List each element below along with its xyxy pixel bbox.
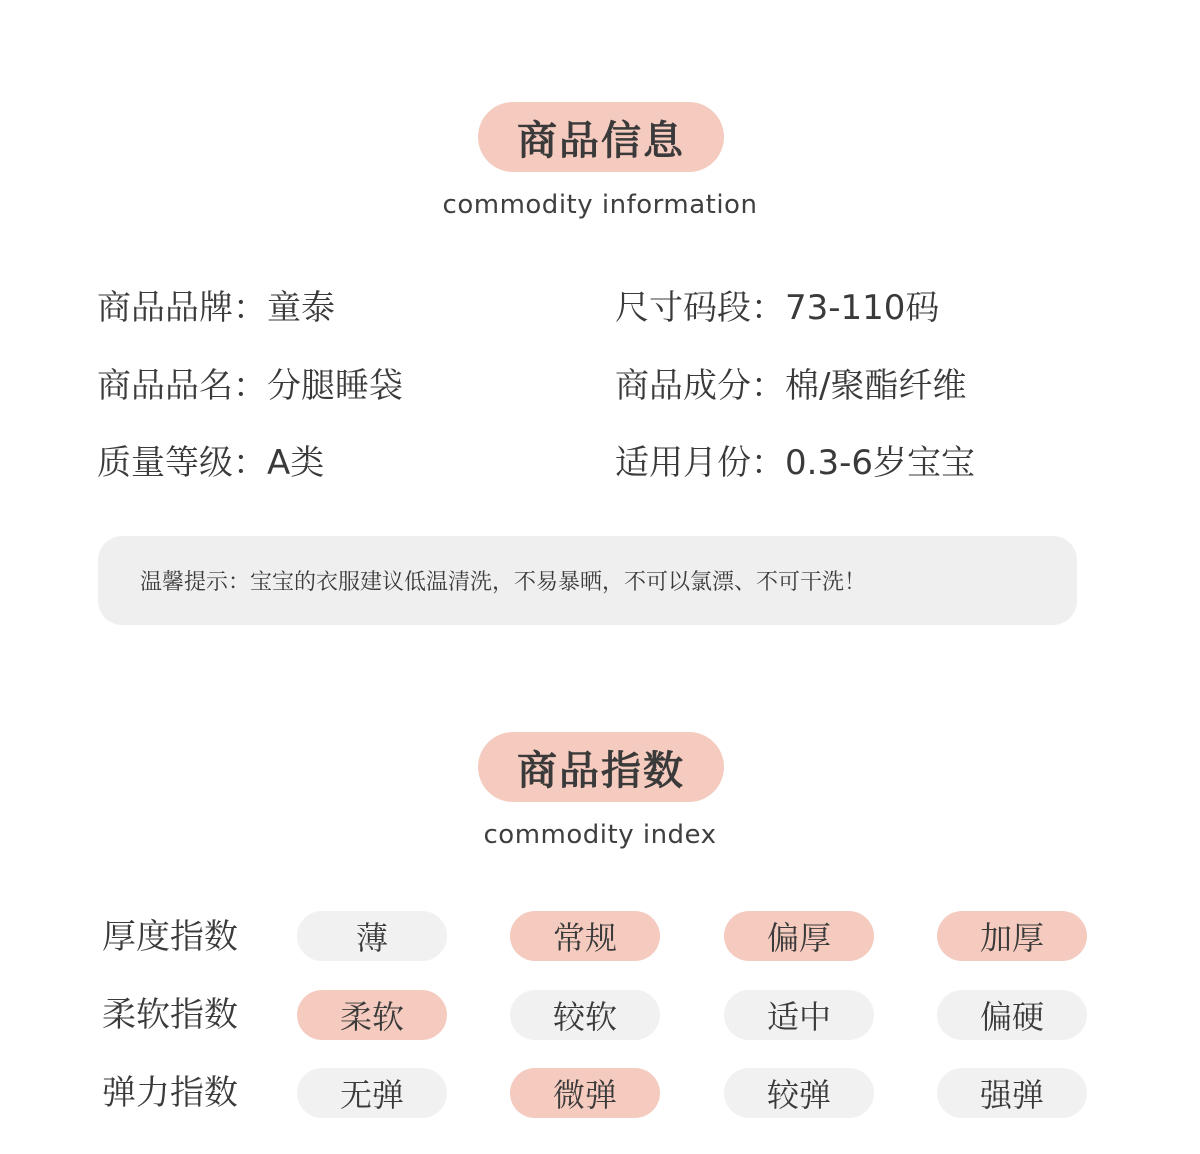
info-label: 质量等级： xyxy=(97,443,267,483)
index-section-title: 商品指数 xyxy=(478,732,724,802)
info-value: 73-110码 xyxy=(785,288,940,328)
info-item-age xyxy=(615,441,975,485)
care-tip-text: 温馨提示：宝宝的衣服建议低温清洗，不易暴晒，不可以氯漂、不可干洗！ xyxy=(140,570,867,595)
info-label: 适用月份： xyxy=(615,443,785,483)
index-pill: 加厚 xyxy=(937,911,1087,961)
info-section-subtitle: commodity information xyxy=(442,190,758,220)
index-row-label-softness: 柔软指数 xyxy=(102,995,238,1035)
index-pill: 较软 xyxy=(510,990,660,1040)
index-pill: 薄 xyxy=(297,911,447,961)
index-pill: 常规 xyxy=(510,911,660,961)
index-pill: 偏硬 xyxy=(937,990,1087,1040)
info-value: 童泰 xyxy=(267,288,335,328)
info-item-grade xyxy=(97,441,324,485)
info-label: 商品品名： xyxy=(97,366,267,406)
info-value: A类 xyxy=(267,443,325,483)
index-pill: 强弹 xyxy=(937,1068,1087,1118)
info-label: 商品成分： xyxy=(615,366,785,406)
info-label: 尺寸码段： xyxy=(615,288,785,328)
index-section-subtitle: commodity index xyxy=(483,820,717,850)
info-value: 棉/聚酯纤维 xyxy=(785,366,967,406)
info-item-brand xyxy=(97,286,335,330)
index-row-label-thickness: 厚度指数 xyxy=(102,917,238,957)
info-item-name xyxy=(97,364,403,408)
index-pill: 偏厚 xyxy=(724,911,874,961)
index-row-label-elasticity: 弹力指数 xyxy=(102,1073,238,1113)
info-value: 分腿睡袋 xyxy=(267,366,403,406)
index-pill: 无弹 xyxy=(297,1068,447,1118)
info-value: 0.3-6岁宝宝 xyxy=(785,443,975,483)
index-pill: 柔软 xyxy=(297,990,447,1040)
info-item-material xyxy=(615,364,966,408)
index-pill: 微弹 xyxy=(510,1068,660,1118)
info-label: 商品品牌： xyxy=(97,288,267,328)
index-pill: 较弹 xyxy=(724,1068,874,1118)
index-pill: 适中 xyxy=(724,990,874,1040)
info-item-size xyxy=(615,286,939,330)
care-tip-box xyxy=(98,536,1077,625)
info-section-title: 商品信息 xyxy=(478,102,724,172)
